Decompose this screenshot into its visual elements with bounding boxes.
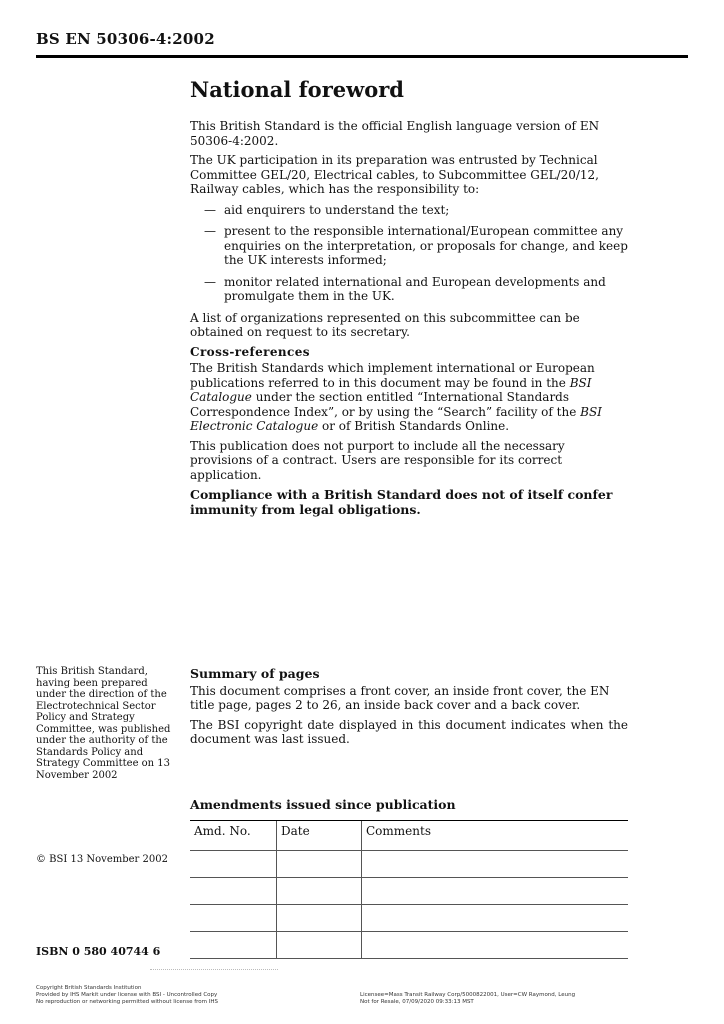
- responsibility-list: [190, 203, 628, 304]
- header-rule: [36, 55, 688, 58]
- list-item: [190, 224, 628, 268]
- table-row: [190, 851, 628, 878]
- table-row: [190, 878, 628, 905]
- list-item-text: monitor related international and European developments and promulgate them in the UK.: [224, 274, 606, 303]
- summary-of-pages: [190, 667, 628, 752]
- dash-bullet: —: [204, 224, 216, 238]
- compliance-statement: Compliance with a British Standard does not of itself confer immunity from legal obligations.: [190, 487, 613, 517]
- summary-heading: Summary of pages: [190, 666, 320, 681]
- summary-paragraph-2: The BSI copyright date displayed in this document indicates when the document was last issued.: [190, 717, 628, 746]
- provisions-paragraph: This publication does not purport to include all the necessary provisions of a contract. Users are responsible for its correct application.: [190, 438, 565, 482]
- copyright-notice: © BSI 13 November 2002: [36, 854, 168, 865]
- amendments-section: [190, 797, 628, 959]
- footer-right: [360, 992, 575, 1006]
- column-header-date: Date: [277, 821, 362, 851]
- bsi-catalogue-ref: BSI Catalogue: [190, 375, 592, 404]
- dash-bullet: —: [204, 274, 216, 289]
- column-header-amd-no: Amd. No.: [190, 821, 277, 851]
- summary-paragraph-1: This document comprises a front cover, an inside front cover, the EN title page, pages 2 to 26, an inside back cover and a back cover.: [190, 683, 610, 712]
- footer-line: Not for Resale, 07/09/2020 09:33:13 MST: [360, 999, 474, 1005]
- footer-line: Copyright British Standards Institution: [36, 985, 142, 991]
- footer-line: Licensee=Mass Transit Railway Corp/5000822001, User=CW Raymond, Leung: [360, 992, 576, 998]
- cross-references-heading: Cross-references: [190, 344, 310, 359]
- organizations-note: A list of organizations represented on this subcommittee can be obtained on request to its secretary.: [190, 310, 580, 339]
- list-item: [190, 203, 628, 218]
- footer-line: No reproduction or networking permitted without license from IHS: [36, 999, 219, 1005]
- footer-line: Provided by IHS Markit under license with BSI - Uncontrolled Copy: [36, 992, 218, 998]
- column-header-comments: Comments: [362, 821, 629, 851]
- page-title: National foreword: [190, 77, 404, 102]
- list-item-text: present to the responsible international/European committee any enquiries on the interpretation, or proposals for change, and keep the UK interests informed;: [224, 224, 628, 267]
- bsi-electronic-catalogue-ref: BSI Electronic Catalogue: [190, 404, 602, 433]
- list-item: [190, 275, 628, 304]
- footer-left: [36, 985, 218, 1006]
- footer-divider: [150, 969, 278, 970]
- intro-paragraph-1: This British Standard is the official English language version of EN 50306-4:2002.: [190, 119, 600, 148]
- cross-references-paragraph: The British Standards which implement international or European publications referred to in this document may be found in the BSI Catalogue under the section entitled “International Standards Correspondence Index”, or by using the “Search” facility of the BSI Electronic Catalogue or of British Standards Online.: [190, 361, 602, 433]
- authority-side-note: This British Standard, having been prepared under the direction of the Electrotechnical Sector Policy and Strategy Committee, was published under the authority of the Standards Policy and Strategy Committee on 13 November 2002: [36, 666, 171, 781]
- table-row: [190, 932, 628, 959]
- table-header-row: [190, 821, 628, 851]
- isbn: ISBN 0 580 40744 6: [36, 945, 161, 958]
- list-item-text: aid enquirers to understand the text;: [224, 202, 450, 217]
- dash-bullet: —: [204, 202, 216, 217]
- document-id-header: BS EN 50306-4:2002: [36, 30, 215, 48]
- foreword-body: [190, 119, 628, 522]
- amendments-table: [190, 820, 628, 959]
- table-row: [190, 905, 628, 932]
- intro-paragraph-2: The UK participation in its preparation was entrusted by Technical Committee GEL/20, Electrical cables, to Subcommittee GEL/20/12, Railway cables, which has the responsibility to:: [190, 153, 599, 196]
- amendments-heading: Amendments issued since publication: [190, 797, 456, 812]
